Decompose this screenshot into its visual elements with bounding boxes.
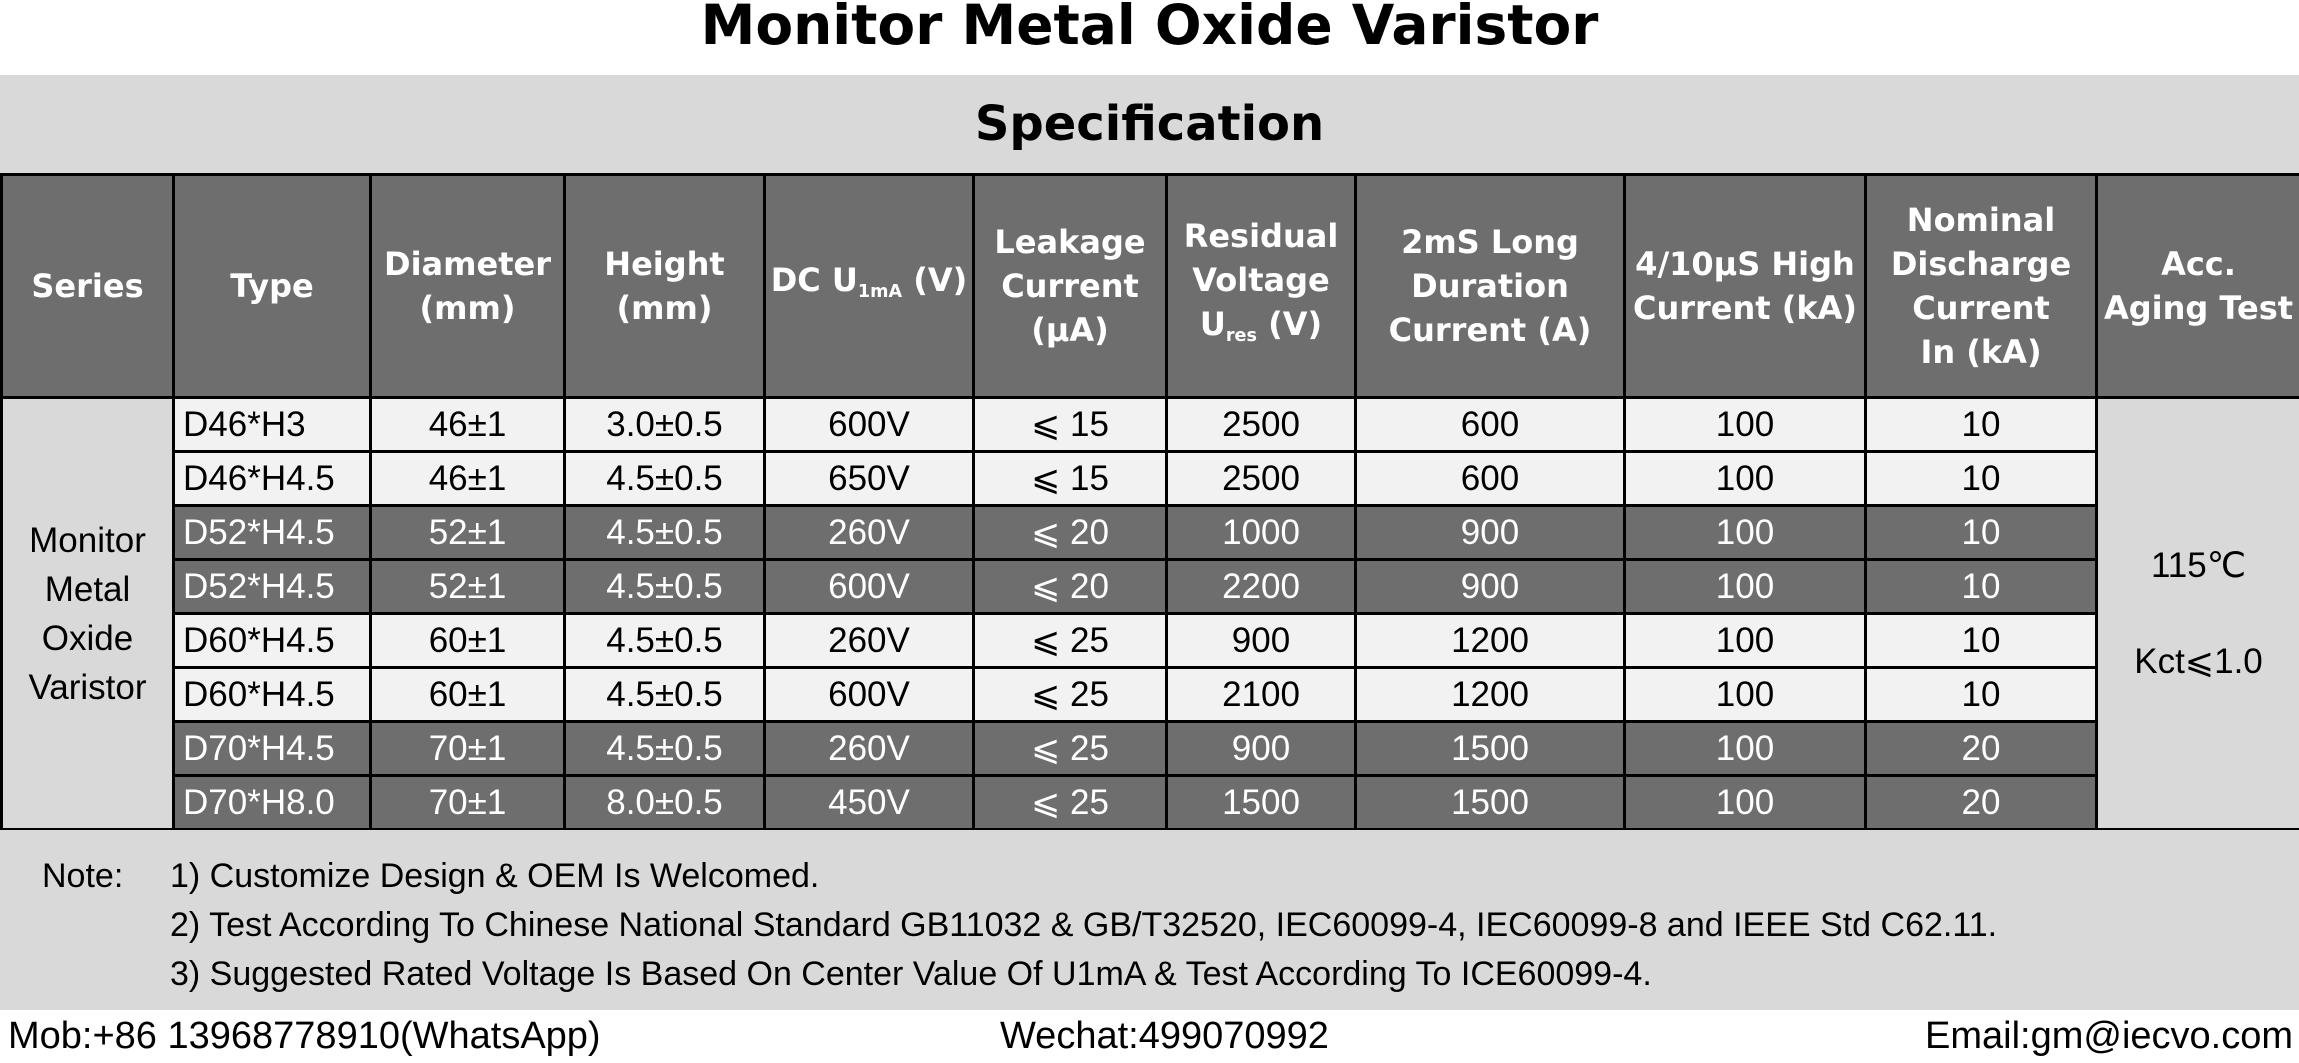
cell-type: D52*H4.5 <box>174 560 371 614</box>
contact-wechat: Wechat:499070992 <box>1000 1015 1329 1057</box>
header-nominal: Nominal Discharge Current In (kA) <box>1866 175 2097 398</box>
aging-kct: Kct⩽1.0 <box>2134 641 2263 681</box>
series-label-line: Metal <box>44 569 131 609</box>
cell-nominal: 20 <box>1866 722 2097 776</box>
cell-long: 600 <box>1356 452 1625 506</box>
cell-leakage: ⩽ 25 <box>974 668 1167 722</box>
cell-leakage: ⩽ 15 <box>974 398 1167 452</box>
cell-dc: 600V <box>765 398 974 452</box>
cell-long: 1500 <box>1356 722 1625 776</box>
cell-type: D46*H3 <box>174 398 371 452</box>
cell-high: 100 <box>1625 452 1866 506</box>
table-row <box>2 722 2299 776</box>
cell-leakage: ⩽ 15 <box>974 452 1167 506</box>
cell-height: 4.5±0.5 <box>565 452 765 506</box>
cell-leakage: ⩽ 25 <box>974 722 1167 776</box>
header-leakage: Leakage Current (μA) <box>974 175 1167 398</box>
table-row <box>2 506 2299 560</box>
table-row <box>2 668 2299 722</box>
cell-leakage: ⩽ 25 <box>974 614 1167 668</box>
cell-long: 1200 <box>1356 668 1625 722</box>
cell-leakage: ⩽ 20 <box>974 506 1167 560</box>
cell-long: 900 <box>1356 506 1625 560</box>
cell-height: 4.5±0.5 <box>565 722 765 776</box>
table-row <box>2 776 2299 830</box>
header-series: Series <box>2 175 174 398</box>
cell-dc: 450V <box>765 776 974 830</box>
cell-diameter: 52±1 <box>371 560 565 614</box>
cell-dc: 260V <box>765 722 974 776</box>
cell-residual: 2200 <box>1167 560 1356 614</box>
contact-footer <box>0 1010 2299 1063</box>
cell-type: D60*H4.5 <box>174 668 371 722</box>
table-row <box>2 452 2299 506</box>
table-row <box>2 614 2299 668</box>
cell-residual: 2500 <box>1167 452 1356 506</box>
cell-long: 600 <box>1356 398 1625 452</box>
cell-residual: 900 <box>1167 614 1356 668</box>
cell-dc: 260V <box>765 506 974 560</box>
header-aging: Acc. Aging Test <box>2097 175 2299 398</box>
cell-high: 100 <box>1625 722 1866 776</box>
header-dc-voltage: DC $U_{1mA}$ (V) <box>765 175 974 398</box>
contact-mobile: Mob:+86 13968778910(WhatsApp) <box>8 1015 601 1057</box>
table-row <box>2 560 2299 614</box>
cell-diameter: 46±1 <box>371 452 565 506</box>
cell-nominal: 10 <box>1866 506 2097 560</box>
header-height: Height (mm) <box>565 175 765 398</box>
cell-height: 4.5±0.5 <box>565 560 765 614</box>
series-label-line: Oxide <box>41 618 134 658</box>
cell-long: 1200 <box>1356 614 1625 668</box>
cell-leakage: ⩽ 20 <box>974 560 1167 614</box>
cell-long: 1500 <box>1356 776 1625 830</box>
cell-high: 100 <box>1625 776 1866 830</box>
note-line-3: 3) Suggested Rated Voltage Is Based On Center Value Of U1mA & Test According To ICE60099-4. <box>170 955 1652 993</box>
cell-high: 100 <box>1625 614 1866 668</box>
cell-high: 100 <box>1625 398 1866 452</box>
cell-leakage: ⩽ 25 <box>974 776 1167 830</box>
cell-dc: 600V <box>765 668 974 722</box>
series-cell <box>2 398 174 830</box>
header-row <box>2 175 2299 398</box>
cell-diameter: 52±1 <box>371 506 565 560</box>
cell-type: D52*H4.5 <box>174 506 371 560</box>
cell-diameter: 60±1 <box>371 614 565 668</box>
note-line-2: 2) Test According To Chinese National Standard GB11032 & GB/T32520, IEC60099-4, IEC60099-8 and IEEE Std C62.11. <box>170 906 1998 944</box>
cell-diameter: 70±1 <box>371 722 565 776</box>
cell-height: 4.5±0.5 <box>565 614 765 668</box>
header-long-duration: 2mS Long Duration Current (A) <box>1356 175 1625 398</box>
cell-nominal: 20 <box>1866 776 2097 830</box>
cell-nominal: 10 <box>1866 398 2097 452</box>
notes-label: Note: <box>42 857 124 895</box>
cell-type: D70*H8.0 <box>174 776 371 830</box>
cell-type: D70*H4.5 <box>174 722 371 776</box>
cell-height: 3.0±0.5 <box>565 398 765 452</box>
cell-long: 900 <box>1356 560 1625 614</box>
cell-type: D60*H4.5 <box>174 614 371 668</box>
aging-temperature: 115℃ <box>2150 545 2247 585</box>
cell-height: 4.5±0.5 <box>565 506 765 560</box>
series-label-line: Monitor <box>29 520 146 560</box>
cell-nominal: 10 <box>1866 452 2097 506</box>
cell-nominal: 10 <box>1866 668 2097 722</box>
series-label-line: Varistor <box>28 667 147 707</box>
notes-section <box>0 830 2299 1010</box>
header-residual: Residual Voltage $U_{res}$ (V) <box>1167 175 1356 398</box>
cell-type: D46*H4.5 <box>174 452 371 506</box>
cell-high: 100 <box>1625 560 1866 614</box>
spec-heading: Specification <box>0 75 2299 173</box>
cell-dc: 600V <box>765 560 974 614</box>
cell-residual: 1500 <box>1167 776 1356 830</box>
cell-residual: 900 <box>1167 722 1356 776</box>
spec-table <box>0 173 2299 831</box>
cell-nominal: 10 <box>1866 614 2097 668</box>
cell-dc: 650V <box>765 452 974 506</box>
cell-residual: 2500 <box>1167 398 1356 452</box>
cell-dc: 260V <box>765 614 974 668</box>
cell-diameter: 60±1 <box>371 668 565 722</box>
cell-height: 4.5±0.5 <box>565 668 765 722</box>
cell-diameter: 70±1 <box>371 776 565 830</box>
cell-residual: 1000 <box>1167 506 1356 560</box>
contact-email: Email:gm@iecvo.com <box>1925 1015 2293 1057</box>
header-type: Type <box>174 175 371 398</box>
cell-residual: 2100 <box>1167 668 1356 722</box>
page-title: Monitor Metal Oxide Varistor <box>700 0 1599 57</box>
header-diameter: Diameter (mm) <box>371 175 565 398</box>
cell-high: 100 <box>1625 506 1866 560</box>
header-high-current: 4/10μS High Current (kA) <box>1625 175 1866 398</box>
cell-height: 8.0±0.5 <box>565 776 765 830</box>
cell-diameter: 46±1 <box>371 398 565 452</box>
cell-nominal: 10 <box>1866 560 2097 614</box>
table-row <box>2 398 2299 452</box>
aging-cell <box>2097 398 2299 830</box>
note-line-1: 1) Customize Design & OEM Is Welcomed. <box>170 857 820 895</box>
cell-high: 100 <box>1625 668 1866 722</box>
